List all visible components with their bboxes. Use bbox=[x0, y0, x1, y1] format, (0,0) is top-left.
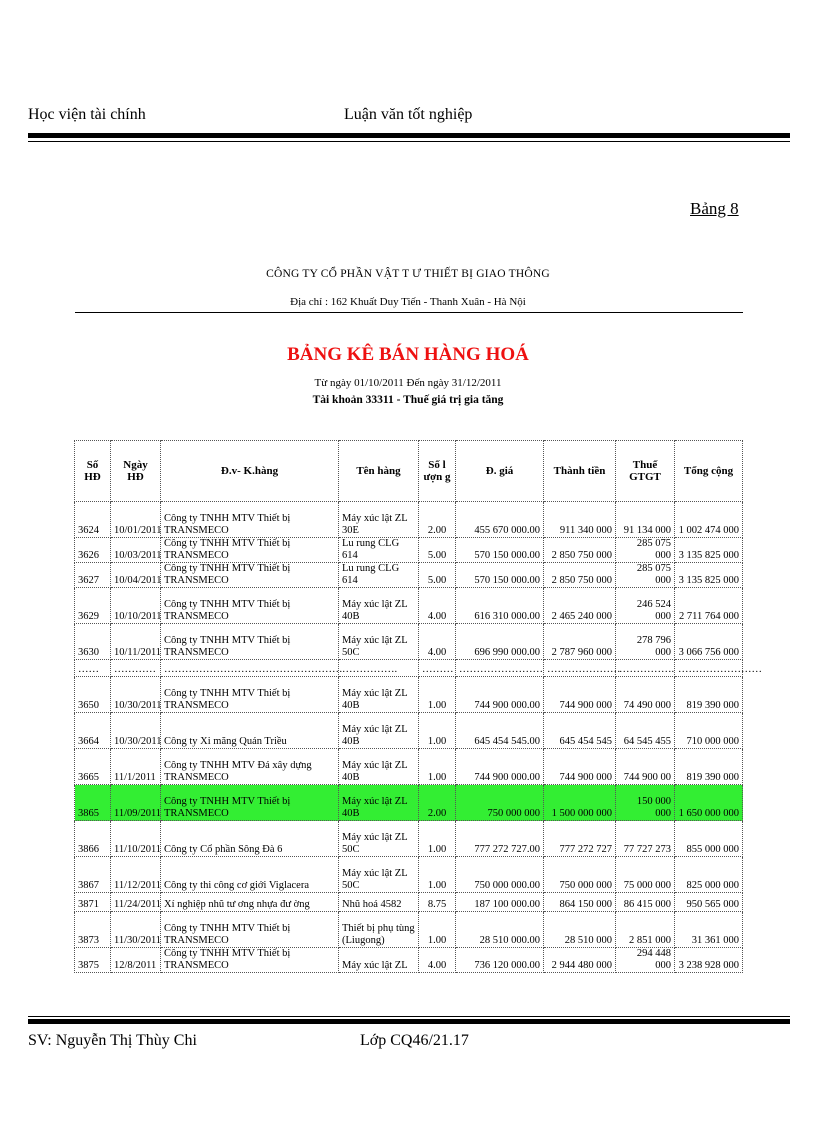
cell-hang: Máy xúc lật ZL 50C bbox=[339, 624, 419, 660]
cell-khach: Công ty TNHH MTV Thiết bị TRANSMECO bbox=[161, 785, 339, 821]
cell-tong: …………………… bbox=[675, 660, 743, 677]
cell-gia: 570 150 000.00 bbox=[456, 538, 544, 563]
report-account: Tài khoản 33311 - Thuế giá trị gia tăng bbox=[312, 394, 504, 406]
cell-thanh-tien: 744 900 000 bbox=[544, 677, 616, 713]
cell-tong: 1 650 000 000 bbox=[675, 785, 743, 821]
table-row bbox=[75, 502, 743, 538]
cell-so-hd: 3650 bbox=[75, 677, 111, 713]
table-row bbox=[75, 821, 743, 857]
cell-thue: ……………. bbox=[616, 660, 675, 677]
cell-khach: Xí nghiệp nhũ tư ơng nhựa đư ờng bbox=[161, 893, 339, 912]
cell-ngay: 10/01/2011 bbox=[111, 502, 161, 538]
cell-thue: 285 075 000 bbox=[616, 563, 675, 588]
cell-ngay: 11/30/2011 bbox=[111, 912, 161, 948]
cell-thanh-tien: 2 787 960 000 bbox=[544, 624, 616, 660]
cell-so-hd: …… bbox=[75, 660, 111, 677]
table-header-row bbox=[75, 441, 743, 502]
cell-hang: Máy xúc lật ZL 40B bbox=[339, 749, 419, 785]
cell-gia: 455 670 000.00 bbox=[456, 502, 544, 538]
cell-thue: 294 448 000 bbox=[616, 948, 675, 973]
cell-hang: Máy xúc lật ZL 40B bbox=[339, 713, 419, 749]
cell-thanh-tien: 2 850 750 000 bbox=[544, 563, 616, 588]
cell-gia: 750 000 000.00 bbox=[456, 857, 544, 893]
cell-tong: 3 238 928 000 bbox=[675, 948, 743, 973]
cell-ngay: 10/30/2011 bbox=[111, 713, 161, 749]
cell-thue: 2 851 000 bbox=[616, 912, 675, 948]
column-header: Tổng cộng bbox=[675, 441, 743, 502]
table-row bbox=[75, 713, 743, 749]
cell-so-hd: 3630 bbox=[75, 624, 111, 660]
cell-gia: 570 150 000.00 bbox=[456, 563, 544, 588]
cell-ngay: 11/10/2011 bbox=[111, 821, 161, 857]
footer-student: SV: Nguyễn Thị Thùy Chi bbox=[28, 1032, 197, 1049]
cell-tong: 3 066 756 000 bbox=[675, 624, 743, 660]
cell-ngay: 11/09/2011 bbox=[111, 785, 161, 821]
cell-thue: 246 524 000 bbox=[616, 588, 675, 624]
cell-hang: Máy xúc lật ZL bbox=[339, 948, 419, 973]
cell-tong: 819 390 000 bbox=[675, 749, 743, 785]
header-school: Học viện tài chính bbox=[28, 106, 146, 123]
cell-tong: 3 135 825 000 bbox=[675, 538, 743, 563]
cell-thanh-tien: 2 850 750 000 bbox=[544, 538, 616, 563]
cell-thue: 285 075 000 bbox=[616, 538, 675, 563]
cell-ngay: ………… bbox=[111, 660, 161, 677]
table-row bbox=[75, 538, 743, 563]
cell-so-hd: 3866 bbox=[75, 821, 111, 857]
cell-sl: 2.00 bbox=[419, 502, 456, 538]
report-title: BẢNG KÊ BÁN HÀNG HOÁ bbox=[287, 344, 529, 365]
cell-sl: ……… bbox=[419, 660, 456, 677]
table-number: Bảng 8 bbox=[690, 199, 739, 218]
cell-sl: 2.00 bbox=[419, 785, 456, 821]
cell-thue: 150 000 000 bbox=[616, 785, 675, 821]
cell-tong: 825 000 000 bbox=[675, 857, 743, 893]
cell-ngay: 11/12/2011 bbox=[111, 857, 161, 893]
cell-khach: Công ty thi công cơ giới Viglacera bbox=[161, 857, 339, 893]
cell-thue: 75 000 000 bbox=[616, 857, 675, 893]
cell-khach: Công ty TNHH MTV Đá xây dựng TRANSMECO bbox=[161, 749, 339, 785]
cell-sl: 1.00 bbox=[419, 912, 456, 948]
cell-khach: Công ty Cổ phần Sông Đà 6 bbox=[161, 821, 339, 857]
cell-sl: 5.00 bbox=[419, 563, 456, 588]
cell-thanh-tien: 2 465 240 000 bbox=[544, 588, 616, 624]
cell-thue: 74 490 000 bbox=[616, 677, 675, 713]
company-name: CÔNG TY CỔ PHẦN VẬT T Ư THIẾT BỊ GIAO THÔNG bbox=[266, 268, 550, 280]
cell-tong: 819 390 000 bbox=[675, 677, 743, 713]
cell-gia: 744 900 000.00 bbox=[456, 677, 544, 713]
cell-khach: Công ty TNHH MTV Thiết bị TRANSMECO bbox=[161, 912, 339, 948]
cell-sl: 5.00 bbox=[419, 538, 456, 563]
cell-sl: 1.00 bbox=[419, 857, 456, 893]
cell-gia: 616 310 000.00 bbox=[456, 588, 544, 624]
cell-so-hd: 3624 bbox=[75, 502, 111, 538]
cell-khach: Công ty TNHH MTV Thiết bị TRANSMECO bbox=[161, 502, 339, 538]
cell-thanh-tien: 864 150 000 bbox=[544, 893, 616, 912]
table-row bbox=[75, 749, 743, 785]
cell-khach: Công ty TNHH MTV Thiết bị TRANSMECO bbox=[161, 948, 339, 973]
cell-thanh-tien: ………………… bbox=[544, 660, 616, 677]
report-date-range: Từ ngày 01/10/2011 Đến ngày 31/12/2011 bbox=[314, 377, 502, 389]
cell-sl: 4.00 bbox=[419, 588, 456, 624]
cell-thue: 278 796 000 bbox=[616, 624, 675, 660]
cell-hang: Lu rung CLG 614 bbox=[339, 563, 419, 588]
table-row bbox=[75, 677, 743, 713]
column-header: Số HĐ bbox=[75, 441, 111, 502]
cell-khach: Công ty TNHH MTV Thiết bị TRANSMECO bbox=[161, 538, 339, 563]
cell-hang: Nhũ hoá 4582 bbox=[339, 893, 419, 912]
cell-tong: 2 711 764 000 bbox=[675, 588, 743, 624]
cell-gia: 750 000 000 bbox=[456, 785, 544, 821]
header-rule-thin bbox=[28, 141, 790, 142]
cell-ngay: 10/03/2011 bbox=[111, 538, 161, 563]
cell-thanh-tien: 2 944 480 000 bbox=[544, 948, 616, 973]
column-header: Ngày HĐ bbox=[111, 441, 161, 502]
cell-thue: 64 545 455 bbox=[616, 713, 675, 749]
cell-tong: 950 565 000 bbox=[675, 893, 743, 912]
cell-sl: 8.75 bbox=[419, 893, 456, 912]
cell-sl: 1.00 bbox=[419, 749, 456, 785]
column-header: Thành tiền bbox=[544, 441, 616, 502]
table-row bbox=[75, 948, 743, 973]
cell-ngay: 10/11/2011 bbox=[111, 624, 161, 660]
cell-ngay: 11/24/2011 bbox=[111, 893, 161, 912]
header-rule-thick bbox=[28, 133, 790, 138]
table-row bbox=[75, 785, 743, 821]
cell-hang: ……………. bbox=[339, 660, 419, 677]
table-row bbox=[75, 893, 743, 912]
cell-hang: Máy xúc lật ZL 40B bbox=[339, 677, 419, 713]
table-row bbox=[75, 563, 743, 588]
column-header: Tên hàng bbox=[339, 441, 419, 502]
cell-thanh-tien: 750 000 000 bbox=[544, 857, 616, 893]
header-thesis: Luận văn tốt nghiệp bbox=[344, 106, 473, 123]
table-row bbox=[75, 660, 743, 677]
cell-thue: 86 415 000 bbox=[616, 893, 675, 912]
cell-sl: 1.00 bbox=[419, 677, 456, 713]
cell-ngay: 10/30/2011 bbox=[111, 677, 161, 713]
cell-so-hd: 3629 bbox=[75, 588, 111, 624]
cell-hang: Máy xúc lật ZL 50C bbox=[339, 857, 419, 893]
cell-so-hd: 3867 bbox=[75, 857, 111, 893]
table-row bbox=[75, 588, 743, 624]
cell-tong: 855 000 000 bbox=[675, 821, 743, 857]
cell-thanh-tien: 1 500 000 000 bbox=[544, 785, 616, 821]
cell-gia: 645 454 545.00 bbox=[456, 713, 544, 749]
cell-ngay: 12/8/2011 bbox=[111, 948, 161, 973]
column-header: Thuế GTGT bbox=[616, 441, 675, 502]
cell-sl: 1.00 bbox=[419, 821, 456, 857]
cell-hang: Máy xúc lật ZL 30E bbox=[339, 502, 419, 538]
address-divider bbox=[75, 312, 743, 313]
sales-table bbox=[74, 440, 762, 973]
cell-khach: …………………………………………… bbox=[161, 660, 339, 677]
cell-thanh-tien: 744 900 000 bbox=[544, 749, 616, 785]
cell-khach: Công ty TNHH MTV Thiết bị TRANSMECO bbox=[161, 588, 339, 624]
cell-gia: 187 100 000.00 bbox=[456, 893, 544, 912]
cell-hang: Máy xúc lật ZL 50C bbox=[339, 821, 419, 857]
table-row bbox=[75, 857, 743, 893]
column-header: Đ.v- K.hàng bbox=[161, 441, 339, 502]
cell-hang: Thiết bị phụ tùng (Liugong) bbox=[339, 912, 419, 948]
column-header: Số l ượn g bbox=[419, 441, 456, 502]
cell-thanh-tien: 28 510 000 bbox=[544, 912, 616, 948]
cell-so-hd: 3665 bbox=[75, 749, 111, 785]
footer-rule-thick bbox=[28, 1019, 790, 1024]
cell-so-hd: 3873 bbox=[75, 912, 111, 948]
cell-sl: 1.00 bbox=[419, 713, 456, 749]
table-body bbox=[75, 502, 762, 973]
cell-thanh-tien: 645 454 545 bbox=[544, 713, 616, 749]
cell-thue: 77 727 273 bbox=[616, 821, 675, 857]
cell-sl: 4.00 bbox=[419, 948, 456, 973]
table-row bbox=[75, 624, 743, 660]
cell-thanh-tien: 777 272 727 bbox=[544, 821, 616, 857]
cell-ngay: 10/04/2011 bbox=[111, 563, 161, 588]
cell-tong: 31 361 000 bbox=[675, 912, 743, 948]
cell-gia: 696 990 000.00 bbox=[456, 624, 544, 660]
cell-tong: 3 135 825 000 bbox=[675, 563, 743, 588]
cell-sl: 4.00 bbox=[419, 624, 456, 660]
cell-gia: 744 900 000.00 bbox=[456, 749, 544, 785]
cell-ngay: 11/1/2011 bbox=[111, 749, 161, 785]
cell-thue: 91 134 000 bbox=[616, 502, 675, 538]
cell-tong: 1 002 474 000 bbox=[675, 502, 743, 538]
cell-gia: 28 510 000.00 bbox=[456, 912, 544, 948]
cell-thanh-tien: 911 340 000 bbox=[544, 502, 616, 538]
cell-so-hd: 3627 bbox=[75, 563, 111, 588]
cell-tong: 710 000 000 bbox=[675, 713, 743, 749]
cell-so-hd: 3875 bbox=[75, 948, 111, 973]
footer-class: Lớp CQ46/21.17 bbox=[360, 1032, 469, 1049]
company-address: Địa chỉ : 162 Khuất Duy Tiến - Thanh Xuân - Hà Nội bbox=[290, 296, 526, 308]
cell-gia: 736 120 000.00 bbox=[456, 948, 544, 973]
cell-khach: Công ty TNHH MTV Thiết bị TRANSMECO bbox=[161, 624, 339, 660]
cell-hang: Máy xúc lật ZL 40B bbox=[339, 588, 419, 624]
cell-khach: Công ty Xi măng Quán Triều bbox=[161, 713, 339, 749]
cell-hang: Lu rung CLG 614 bbox=[339, 538, 419, 563]
column-header: Đ. giá bbox=[456, 441, 544, 502]
cell-thue: 744 900 00 bbox=[616, 749, 675, 785]
cell-so-hd: 3871 bbox=[75, 893, 111, 912]
cell-gia: …………………… bbox=[456, 660, 544, 677]
cell-khach: Công ty TNHH MTV Thiết bị TRANSMECO bbox=[161, 563, 339, 588]
cell-gia: 777 272 727.00 bbox=[456, 821, 544, 857]
footer-rule-thin bbox=[28, 1016, 790, 1017]
cell-hang: Máy xúc lật ZL 40B bbox=[339, 785, 419, 821]
table-row bbox=[75, 912, 743, 948]
cell-so-hd: 3626 bbox=[75, 538, 111, 563]
cell-khach: Công ty TNHH MTV Thiết bị TRANSMECO bbox=[161, 677, 339, 713]
cell-ngay: 10/10/2011 bbox=[111, 588, 161, 624]
cell-so-hd: 3664 bbox=[75, 713, 111, 749]
cell-so-hd: 3865 bbox=[75, 785, 111, 821]
